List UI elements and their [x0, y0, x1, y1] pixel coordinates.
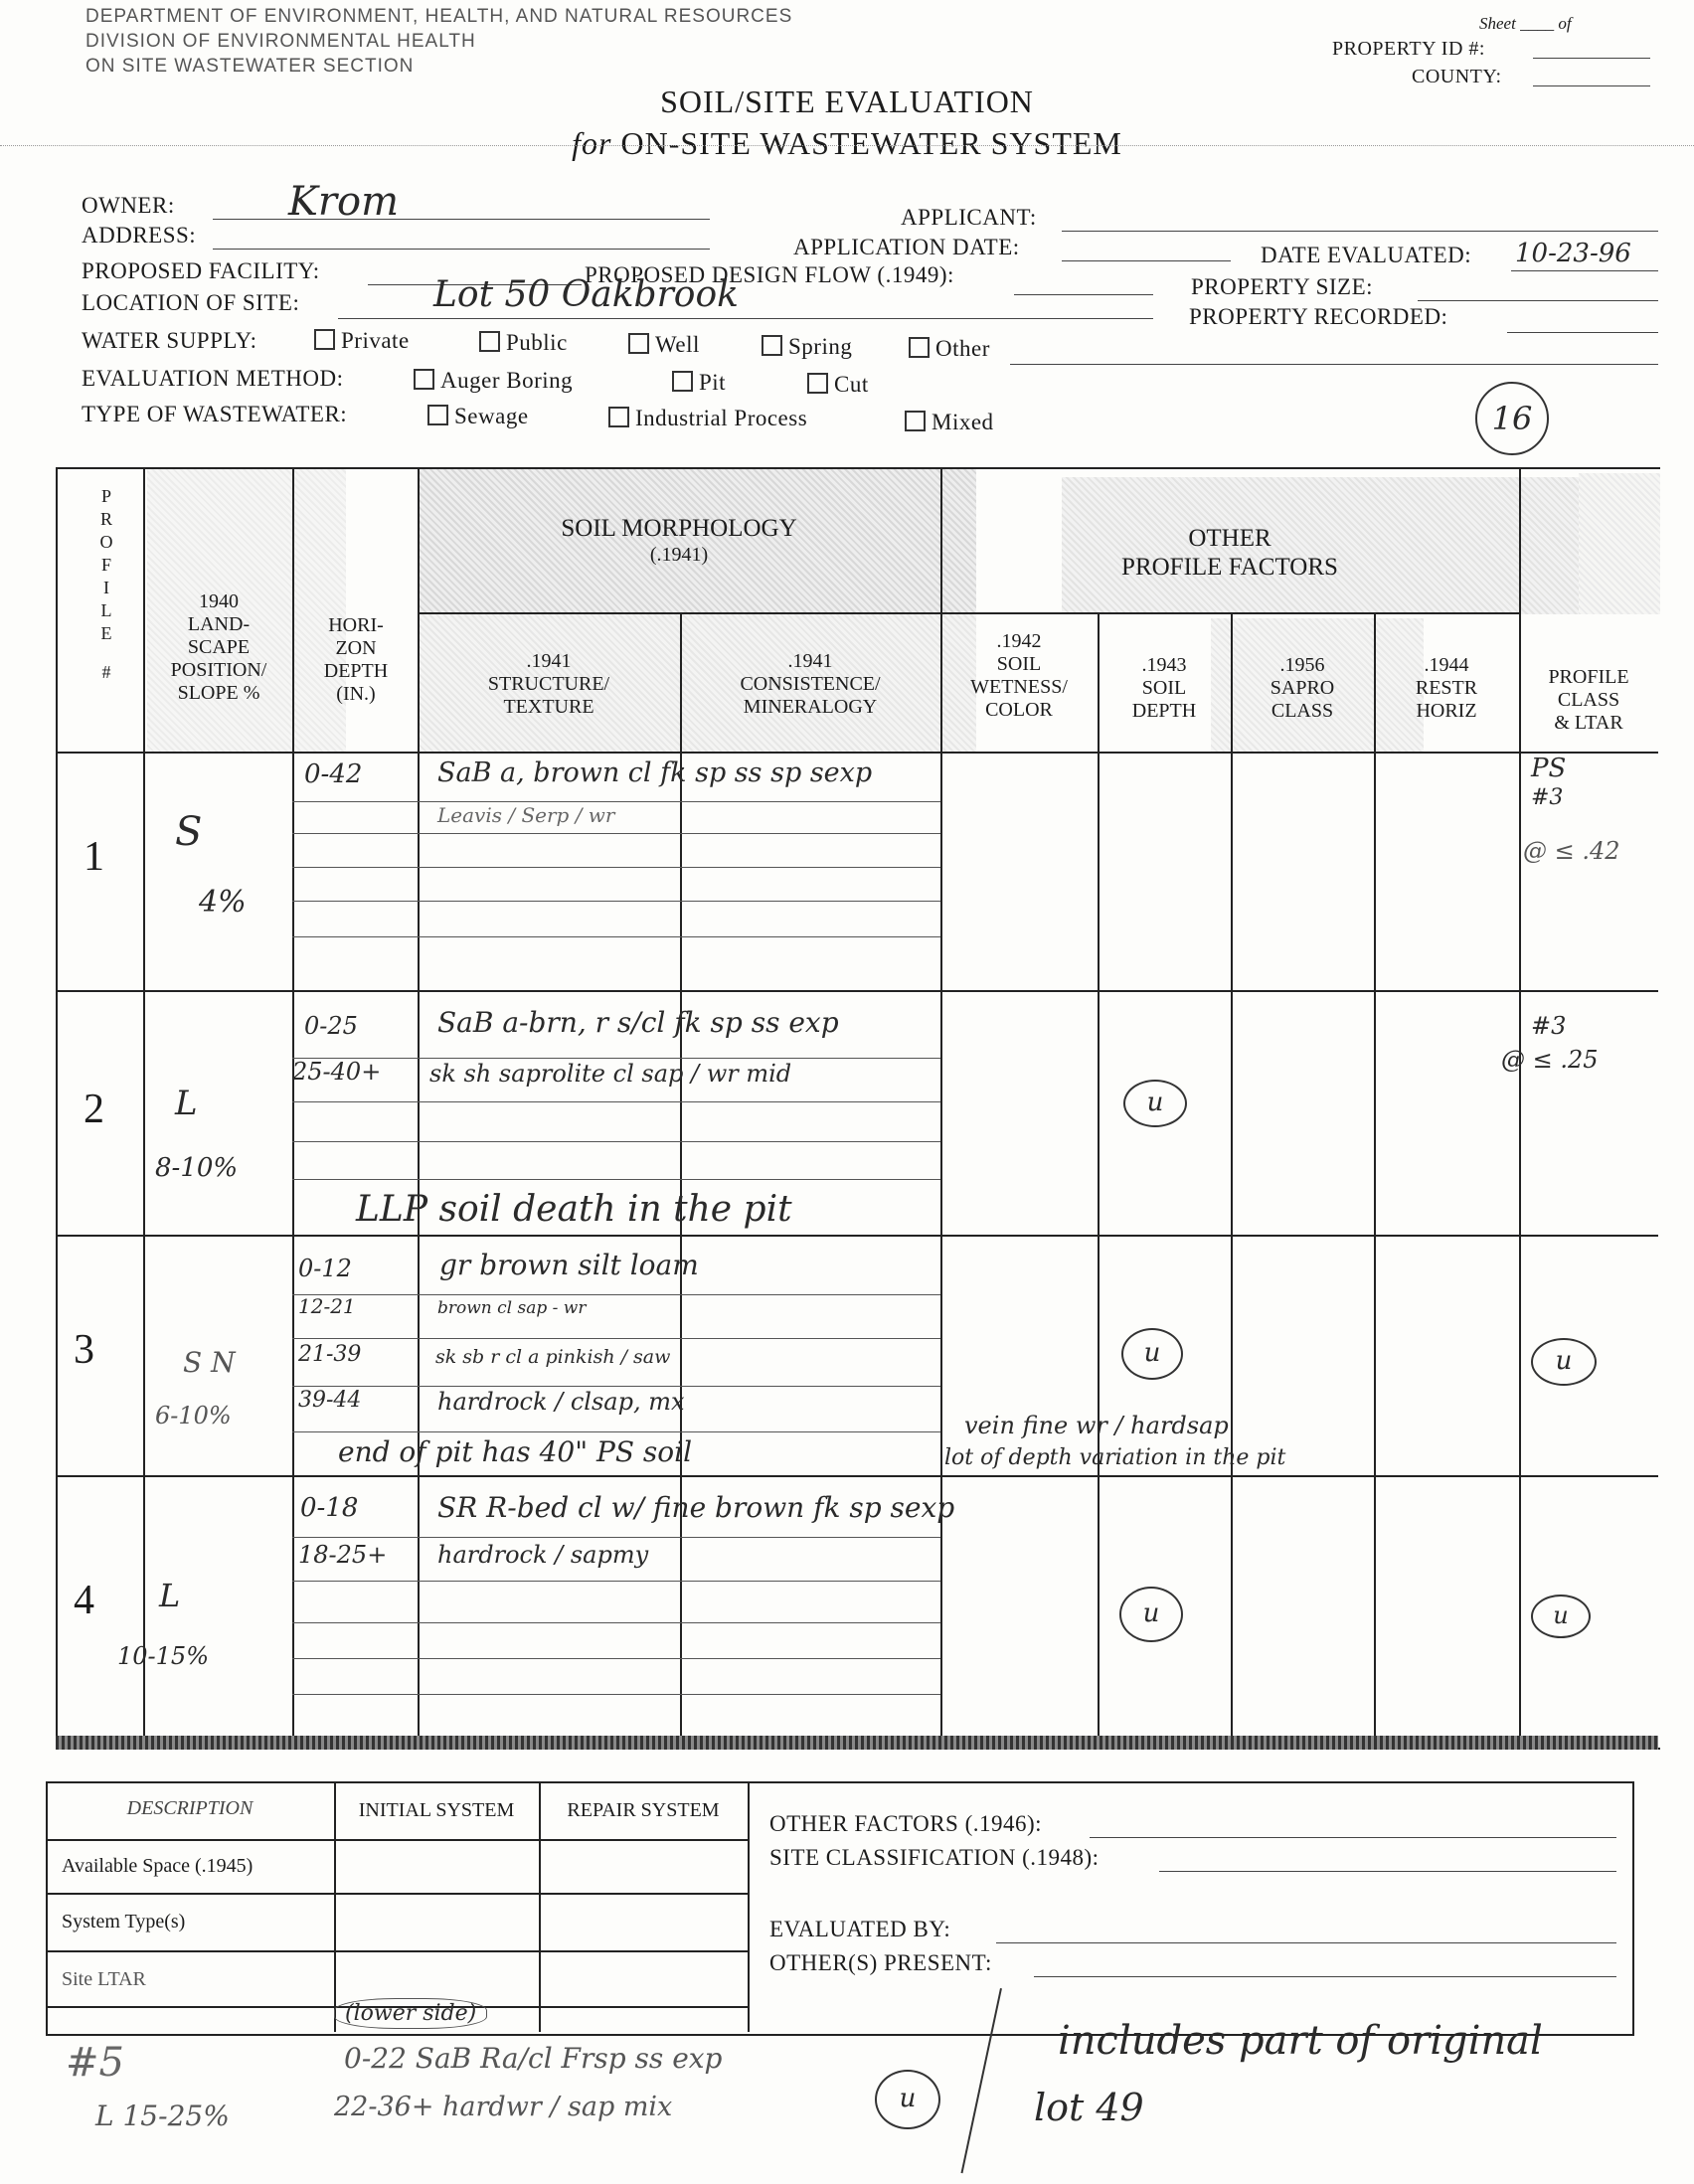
others-present-label: OTHER(S) PRESENT:	[769, 1950, 992, 1975]
wastewater-industrial-option[interactable]: Industrial Process	[608, 406, 807, 431]
title-rule	[0, 145, 1694, 146]
water-public-option[interactable]: Public	[479, 330, 568, 356]
profile-4-number: 4	[74, 1578, 94, 1623]
footer-line-1: 0-22 SaB Ra/cl Frsp ss exp	[344, 2042, 723, 2075]
soil-wetness-header: .1942 SOIL WETNESS/ COLOR	[970, 630, 1068, 721]
profile-3-depth-4: 39-44	[298, 1388, 362, 1413]
location-line[interactable]	[338, 318, 1153, 319]
design-flow-line[interactable]	[1014, 294, 1153, 295]
other-factors-line[interactable]	[1090, 1837, 1616, 1838]
application-date-label: APPLICATION DATE:	[793, 235, 1020, 259]
profile-3-depth-1: 0-12	[298, 1255, 352, 1282]
summary-col-repair: REPAIR SYSTEM	[567, 1799, 720, 1821]
restr-horiz-header: .1944 RESTR HORIZ	[1415, 654, 1478, 722]
soil-depth-header: .1943 SOIL DEPTH	[1131, 654, 1197, 722]
footer-line-2: 22-36+ hardwr / sap mix	[334, 2092, 673, 2122]
checkbox[interactable]	[762, 335, 782, 356]
date-evaluated-line[interactable]	[1511, 270, 1658, 271]
profile-2-texture-1: SaB a-brn, r s/cl fk sp ss exp	[437, 1006, 839, 1039]
site-classification-label: SITE CLASSIFICATION (.1948):	[769, 1845, 1100, 1870]
profile-2-texture-2: sk sh saprolite cl sap / wr mid	[429, 1060, 792, 1088]
profile-1-number: 1	[84, 834, 104, 880]
profile-2-slope: 8-10%	[155, 1153, 239, 1183]
profile-letters-header: P R O F I L E #	[99, 486, 113, 682]
profile-4-texture-1: SR R-bed cl w/ fine brown fk sp sexp	[437, 1491, 955, 1524]
wastewater-mixed-option[interactable]: Mixed	[905, 410, 994, 435]
checkbox[interactable]	[427, 405, 448, 425]
evaluation-method-label: EVALUATION METHOD:	[82, 366, 344, 391]
profile-2-landscape: L	[175, 1084, 198, 1123]
profile-3-depth-2: 12-21	[298, 1294, 356, 1318]
owner-value: Krom	[288, 179, 400, 225]
profile-2-soil-depth-circle: u	[1123, 1080, 1187, 1127]
location-value: Lot 50 Oakbrook	[433, 274, 739, 315]
profile-1-class: PS	[1531, 754, 1567, 783]
owner-label: OWNER:	[82, 193, 175, 218]
footer-lower-side: (lower side)	[334, 1998, 487, 2029]
agency-header	[85, 4, 792, 79]
profile-2-number: 2	[84, 1087, 104, 1132]
profile-1-texture-1: SaB a, brown cl fk sp ss sp sexp	[437, 757, 873, 788]
address-line[interactable]	[213, 249, 710, 250]
wastewater-type-label: TYPE OF WASTEWATER:	[82, 402, 348, 426]
profile-3-wetness-note-2: lot of depth variation in the pit	[944, 1445, 1286, 1470]
profile-1-class-2: #3	[1531, 785, 1564, 810]
profile-1-depth-1: 0-42	[304, 759, 363, 789]
checkbox[interactable]	[905, 411, 926, 431]
water-spring-option[interactable]: Spring	[762, 334, 852, 360]
consistence-mineralogy-header: .1941 CONSISTENCE/ MINERALOGY	[740, 650, 881, 718]
method-auger-option[interactable]: Auger Boring	[414, 368, 573, 394]
property-recorded-label: PROPERTY RECORDED:	[1189, 304, 1448, 329]
summary-col-description: DESCRIPTION	[126, 1797, 254, 1819]
profile-3-depth-3: 21-39	[298, 1342, 362, 1367]
water-other-line[interactable]	[1010, 364, 1658, 365]
landscape-header: 1940 LAND- SCAPE POSITION/ SLOPE %	[170, 590, 267, 704]
profile-4-depth-1: 0-18	[300, 1493, 359, 1523]
checkbox[interactable]	[314, 329, 335, 350]
profile-class-header: PROFILE CLASS & LTAR	[1548, 666, 1629, 734]
checkbox[interactable]	[414, 369, 434, 390]
profile-3-soil-depth-circle: u	[1121, 1328, 1183, 1380]
footer-landscape: L 15-25%	[95, 2100, 230, 2132]
water-supply-label: WATER SUPPLY:	[82, 328, 257, 353]
evaluated-by-label: EVALUATED BY:	[769, 1917, 951, 1941]
title-line-1: SOIL/SITE EVALUATION	[660, 84, 1034, 119]
checkbox[interactable]	[608, 407, 629, 427]
profile-3-texture-1: gr brown silt loam	[439, 1249, 699, 1281]
horizon-depth-header: HORI- ZON DEPTH (IN.)	[323, 614, 389, 705]
date-evaluated-label: DATE EVALUATED:	[1261, 243, 1472, 267]
water-well-option[interactable]: Well	[628, 332, 700, 358]
date-evaluated-value: 10-23-96	[1515, 239, 1631, 268]
footer-circle: u	[875, 2070, 940, 2129]
applicant-line[interactable]	[1062, 231, 1658, 232]
other-profile-factors-header: OTHER PROFILE FACTORS	[1121, 525, 1338, 581]
profile-4-texture-2: hardrock / sapmy	[437, 1541, 649, 1569]
checkbox[interactable]	[672, 371, 693, 392]
footer-lot: lot 49	[1034, 2086, 1144, 2129]
method-pit-option[interactable]: Pit	[672, 370, 726, 396]
applicant-label: APPLICANT:	[901, 205, 1037, 230]
county-label: COUNTY:	[1412, 66, 1502, 87]
water-private-option[interactable]: Private	[314, 328, 410, 354]
profile-1-slope: 4%	[199, 885, 247, 920]
profile-4-slope: 10-15%	[117, 1642, 209, 1670]
footer-profile-num: #5	[66, 2040, 124, 2086]
profile-2-depth-1: 0-25	[304, 1012, 358, 1040]
soil-morphology-header: SOIL MORPHOLOGY (.1941)	[561, 515, 797, 566]
profile-4-class-circle: u	[1531, 1595, 1591, 1638]
application-date-line[interactable]	[1062, 260, 1231, 261]
location-label: LOCATION OF SITE:	[82, 290, 300, 315]
profile-2-depth-2: 25-40+	[292, 1058, 382, 1086]
checkbox[interactable]	[807, 373, 828, 394]
profile-3-texture-4: hardrock / clsap, mx	[437, 1388, 685, 1416]
profile-3-note: end of pit has 40" PS soil	[338, 1435, 693, 1468]
profile-4-soil-depth-circle: u	[1119, 1587, 1183, 1642]
wastewater-sewage-option[interactable]: Sewage	[427, 404, 529, 429]
address-label: ADDRESS:	[82, 223, 197, 248]
profile-3-slope: 6-10%	[155, 1402, 232, 1429]
sheet-box	[1332, 14, 1650, 93]
checkbox[interactable]	[479, 331, 500, 352]
other-factors-label: OTHER FACTORS (.1946):	[769, 1811, 1043, 1836]
checkbox[interactable]	[909, 337, 930, 358]
others-present-line[interactable]	[1034, 1976, 1616, 1977]
summary-col-initial: INITIAL SYSTEM	[358, 1799, 515, 1821]
property-size-label: PROPERTY SIZE:	[1191, 274, 1374, 299]
method-cut-option[interactable]: Cut	[807, 372, 869, 398]
checkbox[interactable]	[628, 333, 649, 354]
profile-2-class: #3	[1531, 1012, 1567, 1040]
structure-texture-header: .1941 STRUCTURE/ TEXTURE	[487, 650, 610, 718]
table-bottom-band	[56, 1736, 1658, 1750]
profile-1-ltar: @ ≤ .42	[1523, 837, 1620, 865]
water-other-option[interactable]: Other	[909, 336, 990, 362]
profile-1-texture-2: Leavis / Serp / wr	[437, 803, 615, 827]
agency-line-2: DIVISION OF ENVIRONMENTAL HEALTH	[85, 31, 476, 52]
profile-3-wetness-note: vein fine wr / hardsap	[964, 1412, 1229, 1439]
property-size-line[interactable]	[1418, 300, 1658, 301]
property-id-line[interactable]	[1533, 58, 1650, 59]
property-id-label: PROPERTY ID #:	[1332, 38, 1485, 60]
sapro-class-header: .1956 SAPRO CLASS	[1270, 654, 1335, 722]
agency-line-1: DEPARTMENT OF ENVIRONMENT, HEALTH, AND NATURAL RESOURCES	[85, 6, 793, 27]
title-line-2: for ON-SITE WASTEWATER SYSTEM	[572, 125, 1122, 161]
profile-3-texture-3: sk sb r cl a pinkish / saw	[435, 1346, 671, 1368]
property-recorded-line[interactable]	[1507, 332, 1658, 333]
profile-3-note-top: LLP soil death in the pit	[356, 1189, 792, 1230]
summary-row-system-types: System Type(s)	[62, 1911, 186, 1932]
evaluated-by-line[interactable]	[996, 1942, 1616, 1943]
owner-line[interactable]	[213, 219, 710, 220]
profile-1-landscape: S	[175, 809, 203, 855]
profile-3-class-circle: u	[1531, 1338, 1597, 1386]
site-classification-line[interactable]	[1159, 1871, 1616, 1872]
design-flow-label: PROPOSED DESIGN FLOW (.1949):	[585, 262, 954, 287]
summary-row-available-space: Available Space (.1945)	[62, 1855, 254, 1877]
agency-line-3: ON SITE WASTEWATER SECTION	[85, 56, 415, 77]
footer-includes: includes part of original	[1058, 2018, 1543, 2064]
profile-3-texture-2: brown cl sap - wr	[437, 1298, 587, 1318]
proposed-facility-label: PROPOSED FACILITY:	[82, 258, 320, 283]
profile-3-landscape: S N	[183, 1346, 236, 1379]
profile-3-number: 3	[74, 1327, 94, 1373]
profile-4-depth-2: 18-25+	[298, 1541, 388, 1569]
profile-4-landscape: L	[159, 1577, 181, 1614]
circled-stamp: 16	[1475, 382, 1549, 455]
summary-row-site-ltar: Site LTAR	[62, 1968, 146, 1990]
sheet-label: Sheet ____ of	[1479, 14, 1572, 33]
profile-2-ltar: @ ≤ .25	[1501, 1046, 1599, 1074]
